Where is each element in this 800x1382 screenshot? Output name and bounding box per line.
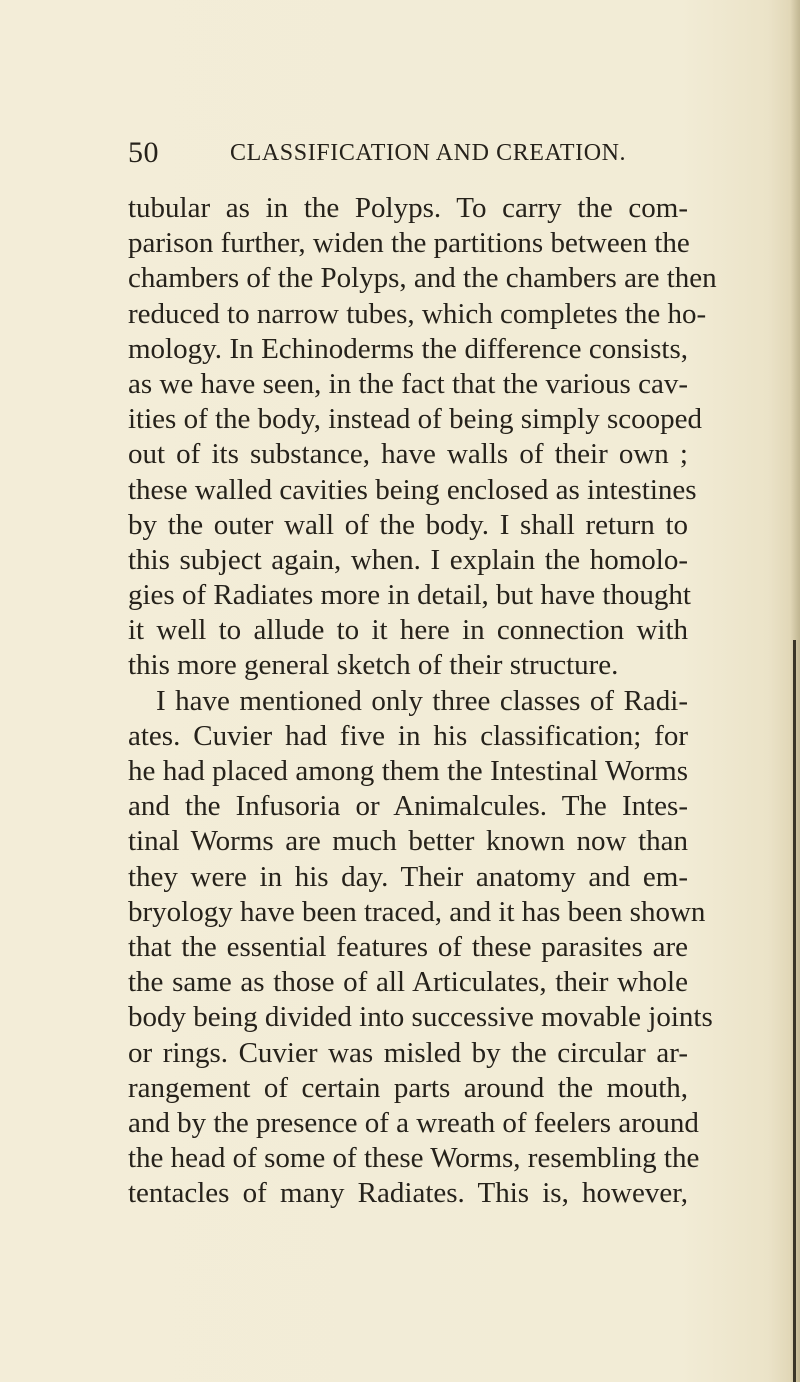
text-line: reduced to narrow tubes, which completes the ho- xyxy=(128,297,707,330)
text-line: ities of the body, instead of being simply scooped xyxy=(128,403,702,436)
text-line: that the essential features of these parasites are xyxy=(128,930,688,963)
text-line: or rings. Cuvier was misled by the circular ar- xyxy=(128,1036,688,1069)
running-title: CLASSIFICATION AND CREATION. xyxy=(230,140,627,166)
text-line: and by the presence of a wreath of feelers around xyxy=(128,1106,699,1139)
text-line: tentacles of many Radiates. This is, however, xyxy=(128,1177,688,1210)
text-line: the same as those of all Articulates, their whole xyxy=(128,966,688,999)
text-line: he had placed among them the Intestinal Worms xyxy=(128,755,688,787)
text-line: by the outer wall of the body. I shall return to xyxy=(128,508,688,541)
text-line: these walled cavities being enclosed as intestines xyxy=(128,473,697,506)
page-number: 50 xyxy=(128,136,159,169)
body-text xyxy=(128,191,717,1211)
text-line: rangement of certain parts around the mouth, xyxy=(128,1071,688,1104)
text-line: this subject again, when. I explain the homolo- xyxy=(128,543,688,576)
text-line: out of its substance, have walls of their own ; xyxy=(128,438,688,471)
page-header xyxy=(128,136,688,176)
text-line: tubular as in the Polyps. To carry the com- xyxy=(128,192,688,224)
text-line: it well to allude to it here in connection with xyxy=(128,614,688,647)
text-line: this more general sketch of their structure. xyxy=(128,649,619,682)
text-line: they were in his day. Their anatomy and em- xyxy=(128,860,688,893)
text-line: parison further, widen the partitions between the xyxy=(128,227,690,260)
text-line: tinal Worms are much better known now than xyxy=(128,825,688,858)
text-line: and the Infusoria or Animalcules. The Intes- xyxy=(128,790,688,823)
text-line: chambers of the Polyps, and the chambers are then xyxy=(128,262,717,295)
text-line: ates. Cuvier had five in his classification; for xyxy=(128,719,688,752)
text-line: as we have seen, in the fact that the various cav- xyxy=(128,367,688,400)
text-line: body being divided into successive movable joints xyxy=(128,1001,713,1034)
text-line: bryology have been traced, and it has been shown xyxy=(128,895,706,928)
text-line: the head of some of these Worms, resembling the xyxy=(128,1142,700,1175)
text-line: I have mentioned only three classes of Radi- xyxy=(156,684,688,717)
text-line: mology. In Echinoderms the difference consists, xyxy=(128,332,688,365)
page-edge-binding-line xyxy=(793,640,796,1382)
text-line: gies of Radiates more in detail, but have thought xyxy=(128,579,691,612)
